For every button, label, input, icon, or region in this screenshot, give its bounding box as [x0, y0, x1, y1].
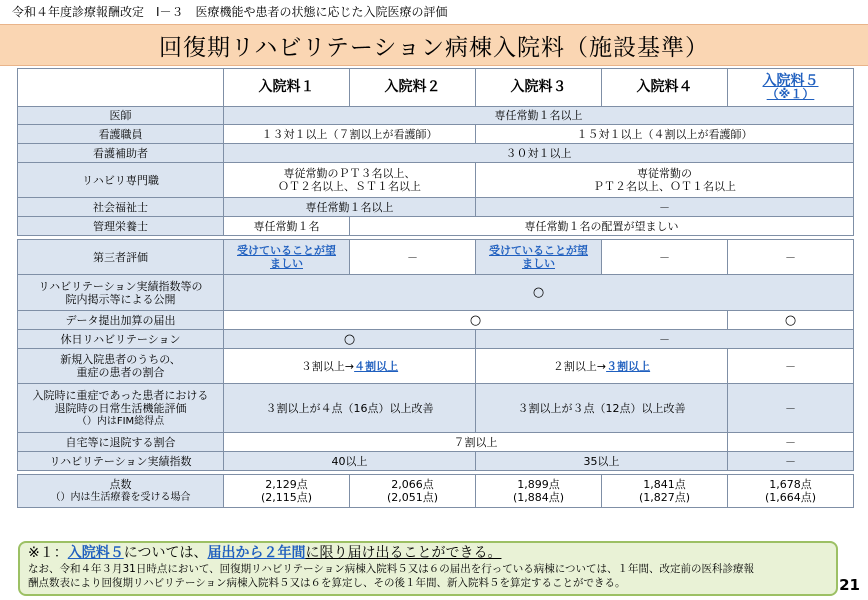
table-row	[18, 198, 854, 217]
cell-dietitian-1: 専任常勤１名	[224, 217, 350, 236]
cell-index-5: －	[728, 452, 854, 471]
page-number: 21	[839, 576, 860, 594]
header-fee-4: 入院料４	[602, 69, 728, 107]
cell-disclosure: ○	[224, 275, 854, 311]
header-fee-5-note: （※１）	[766, 86, 815, 101]
cell-points-5	[728, 475, 854, 508]
table-row	[18, 433, 854, 452]
cell-aide: ３０対１以上	[224, 144, 854, 163]
row-label-doctor: 医師	[18, 107, 224, 125]
cell-social-worker-345: －	[476, 198, 854, 217]
third-party-link-3b: ましい	[522, 257, 555, 270]
cell-text: ＰＴ２名以上、ＯＴ１名以上	[593, 180, 736, 193]
cell-third-party-1[interactable]	[224, 240, 350, 275]
table-row	[18, 275, 854, 311]
points-sub: (1,884点)	[512, 491, 565, 504]
footnote-text: に限り届け出ることができる。	[305, 545, 502, 561]
label-line: （）内は生活療養を受ける場合	[50, 492, 191, 503]
label-line: 入院時に重症であった患者における	[32, 388, 209, 402]
row-label-severe-new	[18, 349, 224, 384]
cell-points-1	[224, 475, 350, 508]
row-label-aide: 看護補助者	[18, 144, 224, 163]
footnote-highlight: 届出から２年間	[207, 545, 306, 561]
cell-adl-5: －	[728, 384, 854, 433]
cell-data-add-1234: ○	[224, 311, 728, 330]
row-label-nurse: 看護職員	[18, 125, 224, 144]
table-header-row	[18, 69, 854, 107]
slide-title: 回復期リハビリテーション病棟入院料（施設基準）	[0, 24, 868, 66]
row-label-adl	[18, 384, 224, 433]
cell-discharge-home-5: －	[728, 433, 854, 452]
points-sub: (1,664点)	[764, 491, 817, 504]
cell-index-34: 35以上	[476, 452, 728, 471]
cell-index-12: 40以上	[224, 452, 476, 471]
cell-nurse-12: １３対１以上（７割以上が看護師）	[224, 125, 476, 144]
cell-severe-new-12	[224, 349, 476, 384]
cell-text: ２割以上→	[552, 359, 607, 373]
table-row	[18, 107, 854, 125]
cell-third-party-5: －	[728, 240, 854, 275]
row-label-index: リハビリテーション実績指数	[18, 452, 224, 471]
cell-severe-new-5: －	[728, 349, 854, 384]
points-main: 1,899点	[517, 478, 560, 491]
header-fee-5[interactable]	[728, 69, 854, 107]
row-label-dietitian: 管理栄養士	[18, 217, 224, 236]
cell-social-worker-12: 専任常勤１名以上	[224, 198, 476, 217]
points-main: 2,066点	[391, 478, 434, 491]
points-main: 1,841点	[643, 478, 686, 491]
footnote-text: ※１：	[28, 545, 68, 561]
footnote-box	[18, 541, 838, 596]
row-label-data-add: データ提出加算の届出	[18, 311, 224, 330]
cell-nurse-345: １５対１以上（４割以上が看護師）	[476, 125, 854, 144]
cell-data-add-5: ○	[728, 311, 854, 330]
cell-rehab-staff-12	[224, 163, 476, 198]
cell-text: ３割以上→	[300, 359, 355, 373]
row-label-third-party: 第三者評価	[18, 240, 224, 275]
table-row	[18, 452, 854, 471]
table-row	[18, 311, 854, 330]
cell-text: 専従常勤の	[637, 167, 692, 180]
cell-points-4	[602, 475, 728, 508]
highlight-text: ３割以上	[606, 359, 651, 373]
third-party-link-1a: 受けていることが望	[237, 244, 336, 257]
footnote-line-3: 酬点数表により回復期リハビリテーション病棟入院料５又は６を算定し、その後１年間、新入院料５を算定することができる。	[28, 577, 626, 589]
points-sub: (2,051点)	[386, 491, 439, 504]
cell-doctor: 専任常勤１名以上	[224, 107, 854, 125]
cell-discharge-home-1234: ７割以上	[224, 433, 728, 452]
points-sub: (1,827点)	[638, 491, 691, 504]
header-fee-5-label: 入院料５	[762, 72, 819, 89]
third-party-link-3a: 受けていることが望	[489, 244, 588, 257]
table-row	[18, 163, 854, 198]
cell-text: ＯＴ２名以上、ＳＴ１名以上	[278, 180, 421, 193]
cell-third-party-3[interactable]	[476, 240, 602, 275]
header-fee-2: 入院料２	[350, 69, 476, 107]
table-row	[18, 240, 854, 275]
label-line: リハビリテーション実績指数等の	[38, 279, 203, 293]
label-line: 新規入院患者のうちの、	[60, 353, 181, 366]
third-party-link-1b: ましい	[270, 257, 303, 270]
row-label-disclosure	[18, 275, 224, 311]
label-line: 院内掲示等による公開	[65, 292, 176, 306]
footnote-text: については、	[123, 545, 208, 561]
row-label-rehab-staff: リハビリ専門職	[18, 163, 224, 198]
table-row	[18, 125, 854, 144]
slide-subtitle: 令和４年度診療報酬改定 Ⅰ－３ 医療機能や患者の状態に応じた入院医療の評価	[12, 5, 448, 19]
points-sub: (2,115点)	[260, 491, 313, 504]
cell-holiday-345: －	[476, 330, 854, 349]
cell-points-2	[350, 475, 476, 508]
points-main: 2,129点	[265, 478, 308, 491]
table-row	[18, 217, 854, 236]
table-row	[18, 349, 854, 384]
header-fee-3: 入院料３	[476, 69, 602, 107]
cell-points-3	[476, 475, 602, 508]
cell-adl-12: ３割以上が４点（16点）以上改善	[224, 384, 476, 433]
cell-third-party-4: －	[602, 240, 728, 275]
cell-adl-34: ３割以上が３点（12点）以上改善	[476, 384, 728, 433]
row-label-social-worker: 社会福祉士	[18, 198, 224, 217]
table-row	[18, 475, 854, 508]
label-line: 重症の患者の割合	[76, 366, 165, 379]
header-corner	[18, 69, 224, 107]
row-label-holiday: 休日リハビリテーション	[18, 330, 224, 349]
cell-holiday-12: ○	[224, 330, 476, 349]
table-row	[18, 330, 854, 349]
cell-text: 専従常勤のＰＴ３名以上、	[283, 167, 416, 180]
footnote-line-2: なお、令和４年３月31日時点において、回復期リハビリテーション病棟入院料５又は６の届出を行っている病棟については、１年間、改定前の医科診療報	[28, 563, 754, 575]
label-line: （）内はFIM総得点	[76, 415, 165, 427]
footnote-highlight: 入院料５	[67, 545, 124, 561]
row-label-points	[18, 475, 224, 508]
label-line: 点数	[109, 478, 132, 491]
label-line: 退院時の日常生活機能評価	[54, 401, 187, 415]
cell-third-party-2: －	[350, 240, 476, 275]
header-fee-1: 入院料１	[224, 69, 350, 107]
row-label-discharge-home: 自宅等に退院する割合	[18, 433, 224, 452]
facility-standards-table	[17, 68, 854, 508]
table-row	[18, 384, 854, 433]
points-main: 1,678点	[769, 478, 812, 491]
footnote-line-1	[28, 545, 828, 562]
table-row	[18, 144, 854, 163]
cell-rehab-staff-345	[476, 163, 854, 198]
cell-dietitian-2345: 専任常勤１名の配置が望ましい	[350, 217, 854, 236]
cell-severe-new-34	[476, 349, 728, 384]
highlight-text: ４割以上	[354, 359, 399, 373]
